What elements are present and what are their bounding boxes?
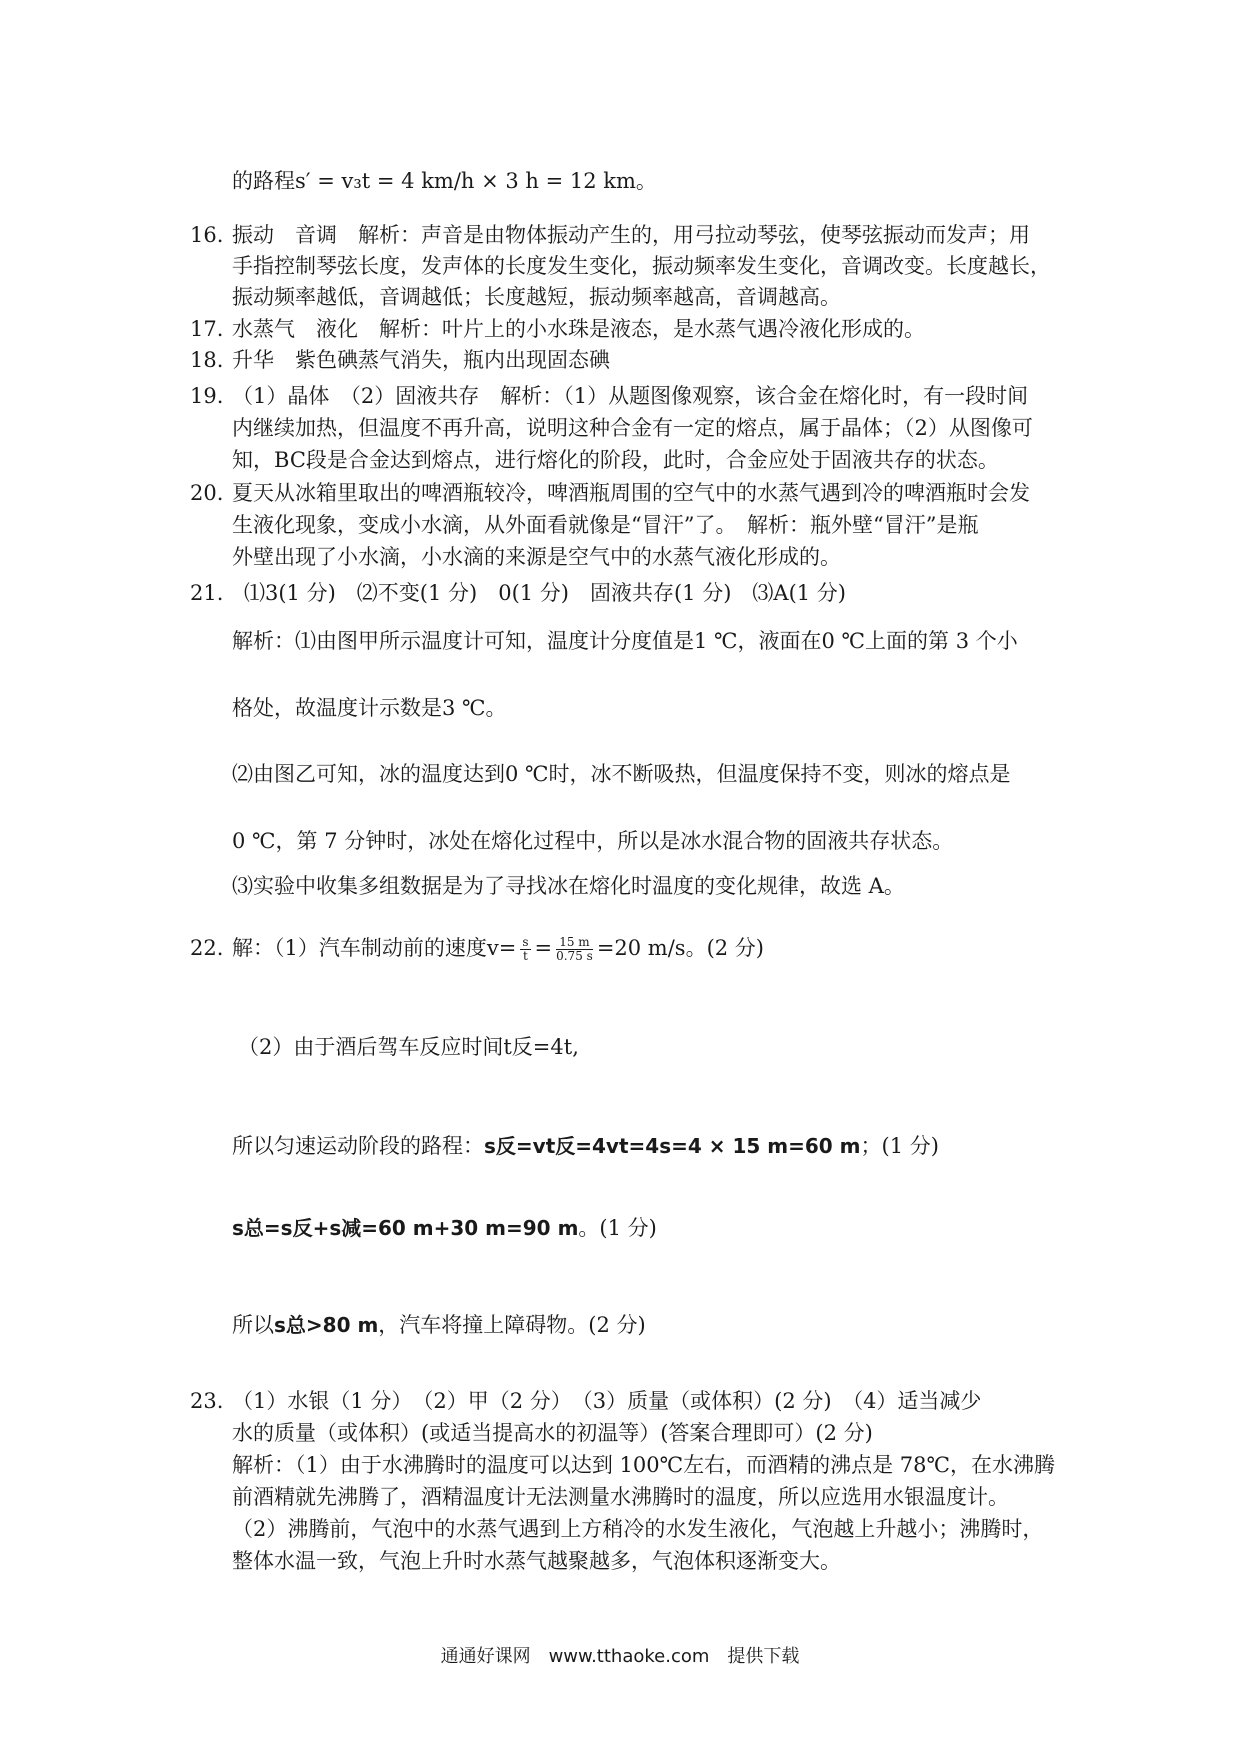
answer-19-line-2: 内继续加热，但温度不再升高，说明这种合金有一定的熔点，属于晶体；（2）从图像可 [232,416,1033,440]
answer-22-line-5 [232,1310,646,1340]
fraction-numerator: s [522,935,529,949]
answer-15-tail: 的路程s′ = v₃t = 4 km/h × 3 h = 12 km。 [232,169,657,193]
fraction-denominator-value: 0.75 s [556,949,593,963]
answer-23-line-5: （2）沸腾前，气泡中的水蒸气遇到上方稍冷的水发生液化，气泡越上升越小；沸腾时， [232,1517,1044,1541]
formula-distance-reaction: s反=vt反=4vt=4s=4 × 15 m=60 m [484,1134,861,1158]
answer-16-line-1: 振动 音调 解析：声音是由物体振动产生的，用弓拉动琴弦，使琴弦振动而发声；用 [232,223,1030,247]
equals-sign: = [534,936,553,960]
answer-22-line-3 [232,1131,939,1161]
answer-22-line-1-result: =20 m/s。(2 分) [596,936,764,960]
answer-19-line-3: 知，BC段是合金达到熔点，进行熔化的阶段，此时，合金应处于固液共存的状态。 [232,448,999,472]
answer-22-line-5-post: ，汽车将撞上障碍物。(2 分) [378,1313,646,1337]
answer-23-line-3: 解析：（1）由于水沸腾时的温度可以达到 100℃左右，而酒精的沸点是 78℃，在水沸腾 [232,1453,1055,1477]
answer-21-analysis-5: ⑶实验中收集多组数据是为了寻找冰在熔化时温度的变化规律，故选 A。 [232,874,905,898]
footer-watermark: 通通好课网 www.tthaoke.com 提供下载 [440,1646,800,1667]
answer-20-line-1: 夏天从冰箱里取出的啤酒瓶较冷，啤酒瓶周围的空气中的水蒸气遇到冷的啤酒瓶时会发 [232,481,1030,505]
answer-22-line-4-score: 。(1 分) [578,1216,657,1240]
answer-22-line-5-pre: 所以 [232,1313,274,1337]
question-number-21: 21. [190,581,224,605]
answer-22-line-1 [232,933,764,963]
fraction-numerator-value: 15 m [556,936,593,950]
answer-18: 升华 紫色碘蒸气消失，瓶内出现固态碘 [232,348,610,372]
question-number-22: 22. [190,936,224,960]
answer-21-analysis-3: ⑵由图乙可知，冰的温度达到0 ℃时，冰不断吸热，但温度保持不变，则冰的熔点是 [232,762,1011,786]
answer-23-line-4: 前酒精就先沸腾了，酒精温度计无法测量水沸腾时的温度，所以应选用水银温度计。 [232,1485,1009,1509]
answer-16-line-3: 振动频率越低，音调越低；长度越短，振动频率越高，音调越高。 [232,285,841,309]
answer-16-line-2: 手指控制琴弦长度，发声体的长度发生变化，振动频率发生变化，音调改变。长度越长， [232,254,1051,278]
question-number-19: 19. [190,384,224,408]
fraction-values [556,936,593,963]
answer-17: 水蒸气 液化 解析：叶片上的小水珠是液态，是水蒸气遇冷液化形成的。 [232,317,925,341]
answer-22-line-2: （2）由于酒后驾车反应时间t反=4t, [238,1035,579,1059]
question-number-20: 20. [190,481,224,505]
answer-22-line-3-text: 所以匀速运动阶段的路程： [232,1134,484,1158]
question-number-23: 23. [190,1389,224,1413]
answer-20-line-3: 外壁出现了小水滴，小水滴的来源是空气中的水蒸气液化形成的。 [232,545,841,569]
answer-23-line-1: （1）水银（1 分） （2）甲（2 分） （3）质量（或体积）(2 分) （4）适当减少 [232,1389,982,1413]
formula-total-distance: s总=s反+s减=60 m+30 m=90 m [232,1216,579,1240]
answer-22-line-3-score: ；(1 分) [860,1134,939,1158]
answer-23-line-2: 水的质量（或体积）(或适当提高水的初温等）(答案合理即可）(2 分) [232,1421,873,1445]
answer-21-analysis-4: 0 ℃，第 7 分钟时，冰处在熔化过程中，所以是冰水混合物的固液共存状态。 [232,829,954,853]
answer-22-line-1-text: 解：（1）汽车制动前的速度v= [232,936,517,960]
fraction-denominator: t [523,949,528,963]
answer-20-line-2: 生液化现象，变成小水滴，从外面看就像是“冒汗”了。 解析：瓶外壁“冒汗”是瓶 [232,513,979,537]
answer-21-analysis-1: 解析：⑴由图甲所示温度计可知，温度计分度值是1 ℃，液面在0 ℃上面的第 3 个小 [232,629,1018,653]
formula-compare: s总>80 m [274,1313,379,1337]
question-number-17: 17. [190,317,224,341]
fraction-s-over-t [520,936,530,963]
answer-22-line-4 [232,1213,657,1243]
answer-19-line-1: （1）晶体 （2）固液共存 解析：（1）从题图像观察，该合金在熔化时，有一段时间 [232,384,1029,408]
question-number-16: 16. [190,223,224,247]
question-number-18: 18. [190,348,224,372]
answer-23-line-6: 整体水温一致，气泡上升时水蒸气越聚越多，气泡体积逐渐变大。 [232,1549,841,1573]
answer-21: ⑴3(1 分) ⑵不变(1 分) 0(1 分) 固液共存(1 分) ⑶A(1 分) [244,581,846,605]
answer-21-analysis-2: 格处，故温度计示数是3 ℃。 [232,696,507,720]
